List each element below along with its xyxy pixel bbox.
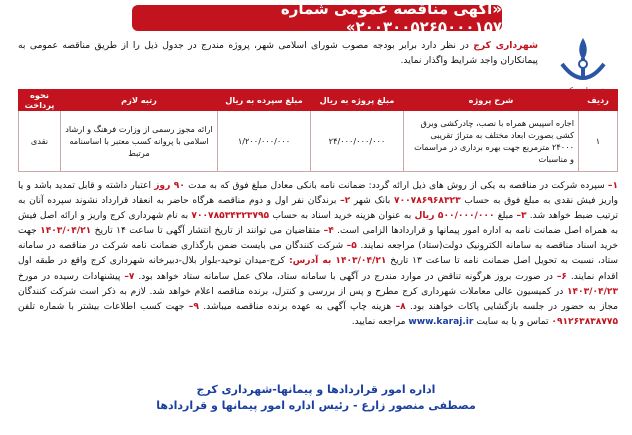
notice-title-banner xyxy=(132,0,502,36)
term-9-number: ۹– xyxy=(188,301,199,312)
term-3-amount: ۵۰۰/۰۰۰/۰۰۰ ریال xyxy=(414,211,495,222)
term-3-number: ۳– xyxy=(516,211,527,222)
col-header-project-amount: مبلغ پروژه به ریال xyxy=(311,90,404,111)
terms-text xyxy=(18,179,618,330)
cell-description: اجاره اسپیس همراه با نصب، چادرکشی وبرق کشی بصورت ابعاد مختلف به متراژ تقریبی ۲۴۰۰۰ مترمربع جهت بهره برداری در مراسمات و مناسبات xyxy=(404,111,579,172)
term-1-text-a: سپرده شرکت در مناقصه به یکی از روش های ذیل ارائه گردد: ضمانت نامه بانکی معادل مبلغ فوق که به مدت xyxy=(184,181,608,191)
table-row xyxy=(19,111,618,172)
term-9-text-a: جهت کسب اطلاعات بیشتر با شماره تلفن xyxy=(18,301,189,312)
term-1-days: ۹۰ روز xyxy=(154,181,185,191)
term-3-account: ۷۰۰۷۸۵۳۴۳۲۳۷۹۵ xyxy=(191,211,270,222)
term-6-number: ۶– xyxy=(556,271,567,282)
term-2-text: برندگان نفر اول و دوم مناقصه هرگاه حاضر به انعقاد قرارداد نشوند سپرده آنان به ترتیب ضبط خواهد شد. xyxy=(18,196,618,222)
term-4-text-a: متقاضیان می توانند از تاریخ انتشار آگهی تا ساعت ۱۴ تاریخ xyxy=(91,226,324,237)
intro-text: در نظر دارد برابر بودجه مصوب شورای اسلامی شهر، پروژه مندرج در جدول ذیل را از طریق مناقصه عمومی به پیمانکاران واجد شرایط واگذار نماید. xyxy=(18,40,538,66)
notice-footer xyxy=(0,382,632,414)
col-header-description: شرح پروژه xyxy=(404,90,579,111)
cell-project-amount: ۲۴/۰۰۰/۰۰۰/۰۰۰ xyxy=(311,111,404,172)
term-1-number: ۱– xyxy=(607,181,618,191)
cell-payment-method: نقدی xyxy=(19,111,61,172)
term-7-text-a: پیشنهادات رسیده در مورخ xyxy=(18,271,125,282)
term-6-text: در صورت بروز هرگونه تناقض در موارد مندرج در آگهی با سامانه ستاد، ملاک عمل سامانه ستاد خواهد بود. xyxy=(134,271,557,282)
term-9-text-c: مراجعه نمایید. xyxy=(351,316,409,327)
term-4-text-b: جهت خرید اسناد مناقصه به سامانه الکترونیک دولت(ستاد) مراجعه نمایند. xyxy=(18,226,618,252)
term-4-date: ۱۴۰۳/۰۴/۲۱ xyxy=(40,226,92,237)
term-5-text-a: شرکت کنندگان می بایست ضمن بارگذاری ضمانت نامه شرکت در مناقصه در سامانه ستاد، نسبت به تحویل اصل ضمانت نامه تا ساعت ۱۳ تاریخ xyxy=(18,241,618,267)
term-1-text-b: اعتبار داشته و قابل تمدید باشد و یا واریز فیش نقدی به مبلغ فوق به حساب xyxy=(18,181,619,207)
col-header-payment-method: نحوه پرداخت xyxy=(19,90,61,111)
org-name: شهرداری کرج xyxy=(473,40,538,51)
notice-title: «آگهی مناقصه عمومی شماره ۲۰۰۳۰۰۵۲۶۵۰۰۰۱۵۷» xyxy=(280,0,502,36)
col-header-required-rank: رتبه لازم xyxy=(61,90,218,111)
term-1-account: ۷۰۰۷۸۶۹۶۸۳۲۳ xyxy=(394,196,461,207)
term-2-number: ۲– xyxy=(340,196,351,207)
signatory: مصطفی منصور زارع - رئیس اداره امور پیمانها و قراردادها xyxy=(156,399,476,412)
term-3-text-c: به نام شهرداری کرج واریز و ارائه اصل فیش به همراه اصل ضمانت نامه به اداره امور پیمانها و قراردادها الزامی است. xyxy=(18,211,619,237)
col-header-deposit-amount: مبلغ سپرده به ریال xyxy=(218,90,311,111)
term-7-text-b: در کمیسیون عالی معاملات شهرداری کرج مطرح و پس از بررسی و کنترل، برنده مناقصه اعلام خواهد شد. لازم به ذکر است شرکت کنندگان مجاز به حضور در جلسه بازگشایی پاکات خواهند بود. xyxy=(18,286,618,312)
term-5-date: ۱۴۰۳/۰۴/۲۱ xyxy=(335,256,387,267)
tender-table-header xyxy=(19,90,618,111)
term-8-text: هزینه چاپ آگهی به عهده برنده مناقصه میباشد. xyxy=(198,301,396,312)
term-7-date: ۱۴۰۳/۰۴/۲۳ xyxy=(566,286,618,297)
term-7-number: ۷– xyxy=(124,271,135,282)
website-link[interactable]: www.karaj.ir xyxy=(408,316,474,327)
term-3-text-a: مبلغ xyxy=(494,211,517,222)
term-3-text-b: به عنوان هزینه خرید اسناد به حساب xyxy=(269,211,415,222)
term-9-text-b: تماس و یا به سایت xyxy=(473,316,552,327)
cell-row-number: ۱ xyxy=(579,111,618,172)
tender-table xyxy=(18,89,618,172)
intro-paragraph xyxy=(18,38,538,68)
term-5-text-b: کرج-میدان توحید-بلوار بلال-دبیرخانه شهرداری کرج واقع در طبقه اول اقدام نمایند. xyxy=(18,256,619,282)
term-5-number: ۵– xyxy=(346,241,357,252)
col-header-row: ردیف xyxy=(579,90,618,111)
contact-phone: ۰۹۱۲۶۳۸۳۸۷۷۵ xyxy=(551,316,618,327)
term-1-text-c: بانک شهر xyxy=(350,196,395,207)
issuing-department: اداره امور قراردادها و پیمانها-شهرداری کرج xyxy=(196,383,436,396)
cell-required-rank: ارائه مجوز رسمی از وزارت فرهنگ و ارشاد اسلامی با پروانه کسب معتبر با اساسنامه مرتبط xyxy=(61,111,218,172)
term-8-number: ۸– xyxy=(395,301,406,312)
term-4-number: ۴– xyxy=(323,226,334,237)
karaj-municipality-logo xyxy=(548,34,618,90)
term-5-address-label: به آدرس: xyxy=(285,256,336,267)
cell-deposit-amount: ۱/۲۰۰/۰۰۰/۰۰۰ xyxy=(218,111,311,172)
